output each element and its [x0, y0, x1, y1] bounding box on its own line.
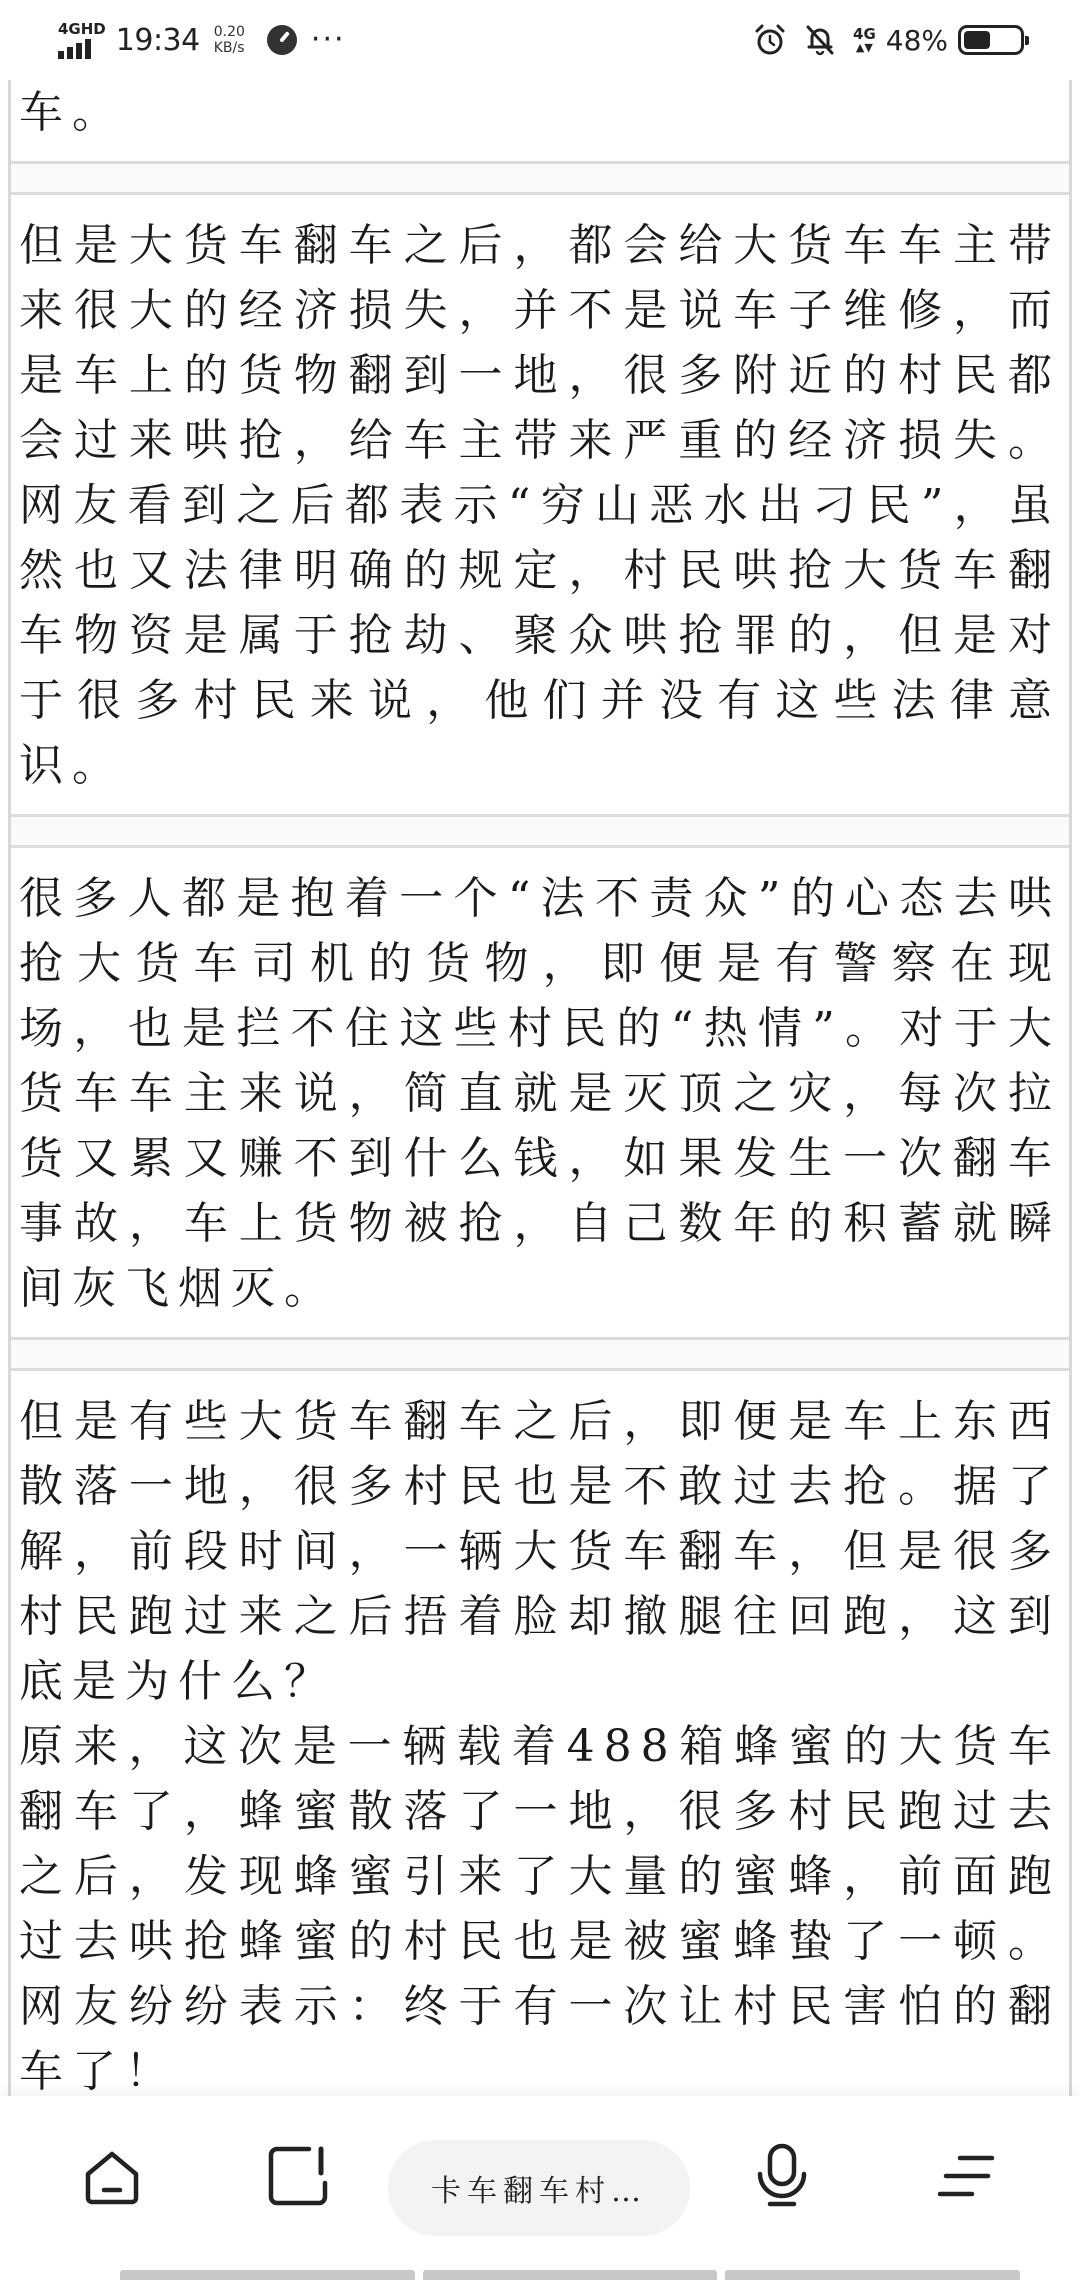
article-paragraph: 但是大货车翻车之后，都会给大货车车主带来很大的经济损失，并不是说车子维修，而是车上的货物翻到一地，很多附近的村民都会过来哄抢，给车主带来严重的经济损失。网友看到之后都表示“穷山恶水出刁民”，虽然也又法律明确的规定，村民哄抢大货车翻车物资是属于抢劫、聚众哄抢罪的，但是对于很多村民来说，他们并没有这些法律意识。	[19, 220, 1061, 791]
paragraph-divider	[11, 161, 1069, 195]
network-speed-value: 0.20	[213, 24, 245, 40]
mute-bell-icon	[803, 23, 837, 57]
menu-button[interactable]	[926, 2136, 1006, 2216]
menu-icon	[934, 2148, 998, 2204]
status-bar	[0, 0, 1080, 80]
mobile-data-indicator	[853, 27, 876, 53]
network-type: 4GHD	[58, 19, 106, 38]
article-fragment: 车。	[19, 87, 125, 138]
alarm-clock-icon	[753, 23, 787, 57]
home-icon	[80, 2144, 144, 2208]
search-query-text: 卡车翻车村…	[431, 2174, 647, 2209]
status-bar-right	[753, 23, 1024, 57]
speedometer-icon	[267, 25, 297, 55]
battery-level-fill	[964, 31, 990, 49]
paragraph-divider	[11, 814, 1069, 848]
article-paragraph: 但是有些大货车翻车之后，即便是车上东西散落一地，很多村民也是不敢过去抢。据了解，前段时间，一辆大货车翻车，但是很多村民跑过来之后捂着脸却撤腿往回跑，这到底是为什么？	[19, 1396, 1061, 1707]
battery-icon	[958, 25, 1024, 55]
voice-search-button[interactable]	[742, 2136, 822, 2216]
network-type-right: 4G	[853, 25, 876, 43]
article-paragraph: 很多人都是抱着一个“法不责众”的心态去哄抢大货车司机的货物，即便是有警察在现场，也是拦不住这些村民的“热情”。对于大货车车主来说，简直就是灭顶之灾，每次拉货又累又赚不到什么钱，如果发生一次翻车事故，车上货物被抢，自己数年的积蓄就瞬间灰飞烟灭。	[19, 873, 1061, 1314]
more-notifications-icon: ···	[310, 22, 346, 57]
data-arrows-icon: ▲▼	[855, 41, 873, 54]
article-content[interactable]	[8, 80, 1072, 2096]
bottom-navigation-bar	[0, 2096, 1080, 2280]
signal-indicator	[58, 19, 106, 59]
search-bar[interactable]	[388, 2140, 690, 2236]
tabs-button[interactable]	[258, 2136, 338, 2216]
status-time: 19:34	[115, 22, 200, 58]
home-button[interactable]	[72, 2136, 152, 2216]
network-speed-unit: KB/s	[213, 40, 245, 56]
gesture-navigation-bar[interactable]	[120, 2270, 1020, 2280]
network-speed	[214, 24, 245, 56]
battery-percent: 48%	[885, 23, 948, 57]
signal-bars-icon	[58, 39, 91, 59]
microphone-icon	[752, 2142, 812, 2210]
paragraph-divider	[11, 1337, 1069, 1371]
tabs-icon	[265, 2143, 331, 2209]
status-bar-left	[58, 19, 346, 59]
article-paragraph: 原来，这次是一辆载着488箱蜂蜜的大货车翻车了，蜂蜜散落了一地，很多村民跑过去之后，发现蜂蜜引来了大量的蜜蜂，前面跑过去哄抢蜂蜜的村民也是被蜜蜂蛰了一顿。网友纷纷表示：终于有一次让村民害怕的翻车了！	[19, 1721, 1061, 2096]
